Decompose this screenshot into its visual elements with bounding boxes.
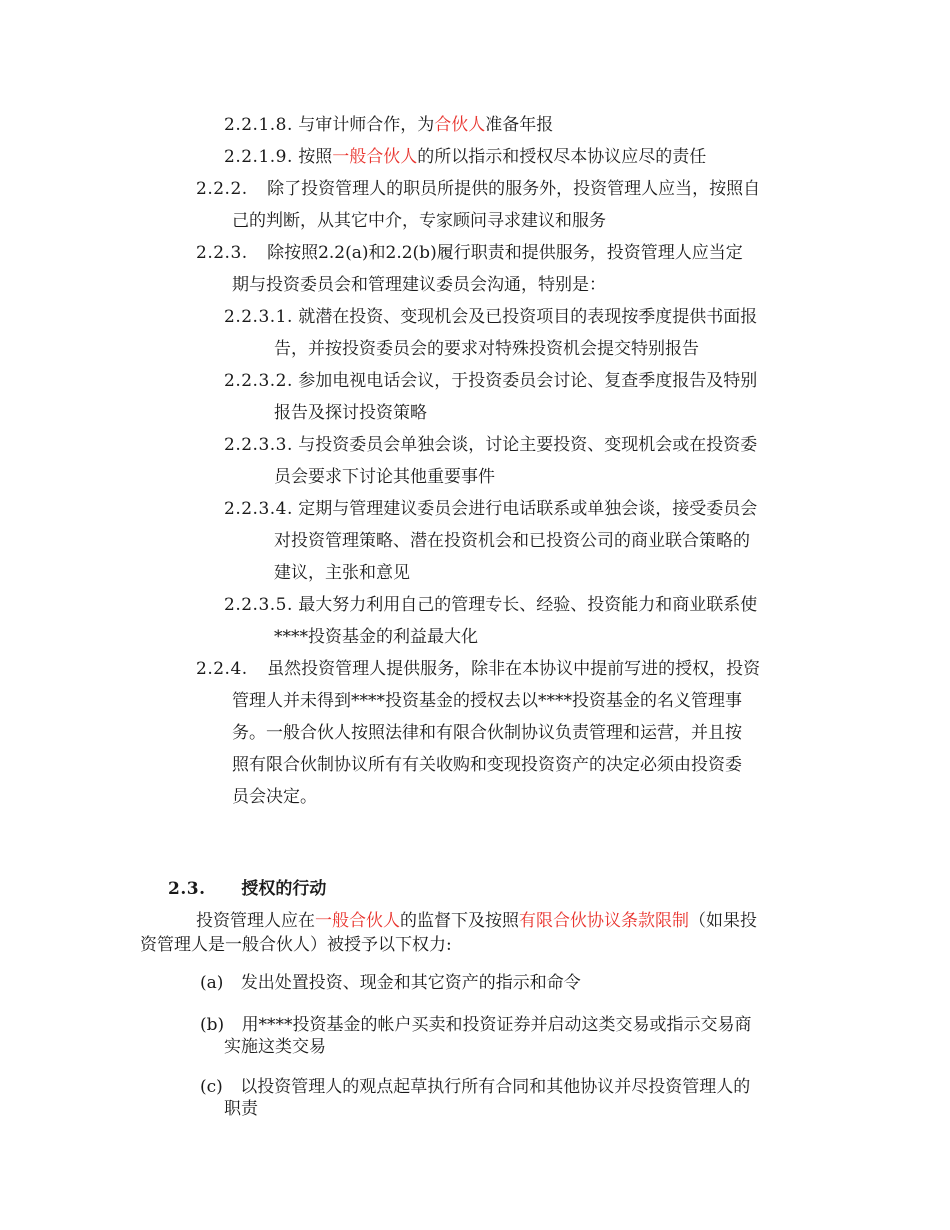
section-number: 2.3. [168,879,206,899]
clause-text: 与投资委员会单独会谈，讨论主要投资、变现机会或在投资委 [298,435,758,455]
clause-2-2-1-9 [224,146,706,168]
clause-number: 2.2.4. [196,659,248,679]
clause-text-line: 报告及探讨投资策略 [274,403,427,423]
clause-text-line: 务。一般合伙人按照法律和有限合伙制协议负责管理和运营，并且按 [232,723,742,743]
paragraph-text-line: 资管理人是一般合伙人）被授予以下权力: [140,935,452,955]
clause-number: 2.2.3.3. [224,435,293,455]
clause-text-line: 对投资管理策略、潜在投资机会和已投资公司的商业联合策略的 [274,531,750,551]
highlight-term: 一般合伙人 [332,147,418,167]
list-text: 以投资管理人的观点起草执行所有合同和其他协议并尽投资管理人的 [240,1077,751,1097]
section-title: 授权的行动 [241,879,327,899]
clause-number: 2.2.3. [196,243,248,263]
clause-text-line: 告，并按投资委员会的要求对特殊投资机会提交特别报告 [274,339,699,359]
clause-text-line: ****投资基金的利益最大化 [274,627,478,647]
clause-text-line: 员会决定。 [232,787,317,807]
clause-text: 就潜在投资、变现机会及已投资项目的表现按季度提供书面报 [298,307,758,327]
clause-number: 2.2.3.2. [224,371,293,391]
clause-2-2-1-8 [224,114,553,136]
highlight-term: 合伙人 [434,115,486,135]
clause-number: 2.2.3.1. [224,307,293,327]
clause-text: 定期与管理建议委员会进行电话联系或单独会谈，接受委员会 [298,499,758,519]
list-label: (c) [200,1077,223,1097]
clause-number: 2.2.2. [196,179,248,199]
clause-2-2-3 [196,242,743,264]
clause-2-2-3-2 [224,370,757,392]
clause-number: 2.2.1.9. [224,147,293,167]
clause-text: 准备年报 [485,115,554,135]
clause-text-line: 期与投资委员会和管理建议委员会沟通，特别是： [232,275,606,295]
paragraph-text: 投资管理人应在 [196,911,315,931]
list-text-line: 实施这类交易 [224,1037,326,1057]
clause-text: 的所以指示和授权尽本协议应尽的责任 [417,147,707,167]
list-item-c [200,1076,750,1098]
clause-number: 2.2.3.5. [224,595,293,615]
clause-2-2-4 [196,658,760,680]
clause-2-2-3-5 [224,594,757,616]
clause-text-line: 管理人并未得到****投资基金的授权去以****投资基金的名义管理事 [232,691,742,711]
clause-2-2-3-1 [224,306,757,328]
list-label: (a) [200,973,224,993]
list-text: 发出处置投资、现金和其它资产的指示和命令 [240,973,581,993]
section-paragraph [196,910,757,932]
list-text-line: 职责 [224,1099,258,1119]
list-label: (b) [200,1015,225,1035]
highlight-term: 有限合伙协议条款限制 [519,911,689,931]
clause-2-2-2 [196,178,760,200]
clause-text: 除按照2.2(a)和2.2(b)履行职责和提供服务，投资管理人应当定 [267,243,743,263]
clause-text-line: 照有限合伙制协议所有有关收购和变现投资资产的决定必须由投资委 [232,755,742,775]
clause-text: 最大努力利用自己的管理专长、经验、投资能力和商业联系使 [298,595,758,615]
clause-2-2-3-4 [224,498,757,520]
section-heading-2-3 [168,878,326,900]
highlight-term: 一般合伙人 [315,911,400,931]
clause-text-line: 己的判断，从其它中介，专家顾问寻求建议和服务 [232,211,606,231]
list-item-a [200,972,581,994]
list-item-b [200,1014,752,1036]
paragraph-text: 的监督下及按照 [400,911,519,931]
clause-number: 2.2.1.8. [224,115,293,135]
clause-text: 按照 [298,147,333,167]
clause-text: 与审计师合作，为 [298,115,435,135]
clause-text: 虽然投资管理人提供服务，除非在本协议中提前写进的授权，投资 [267,659,761,679]
paragraph-text: （如果投 [689,911,757,931]
clause-2-2-3-3 [224,434,757,456]
clause-text: 参加电视电话会议，于投资委员会讨论、复查季度报告及特别 [298,371,758,391]
clause-number: 2.2.3.4. [224,499,293,519]
list-text: 用****投资基金的帐户买卖和投资证券并启动这类交易或指示交易商 [241,1015,752,1035]
clause-text-line: 建议，主张和意见 [274,563,410,583]
clause-text-line: 员会要求下讨论其他重要事件 [274,467,495,487]
clause-text: 除了投资管理人的职员所提供的服务外，投资管理人应当，按照自 [267,179,761,199]
